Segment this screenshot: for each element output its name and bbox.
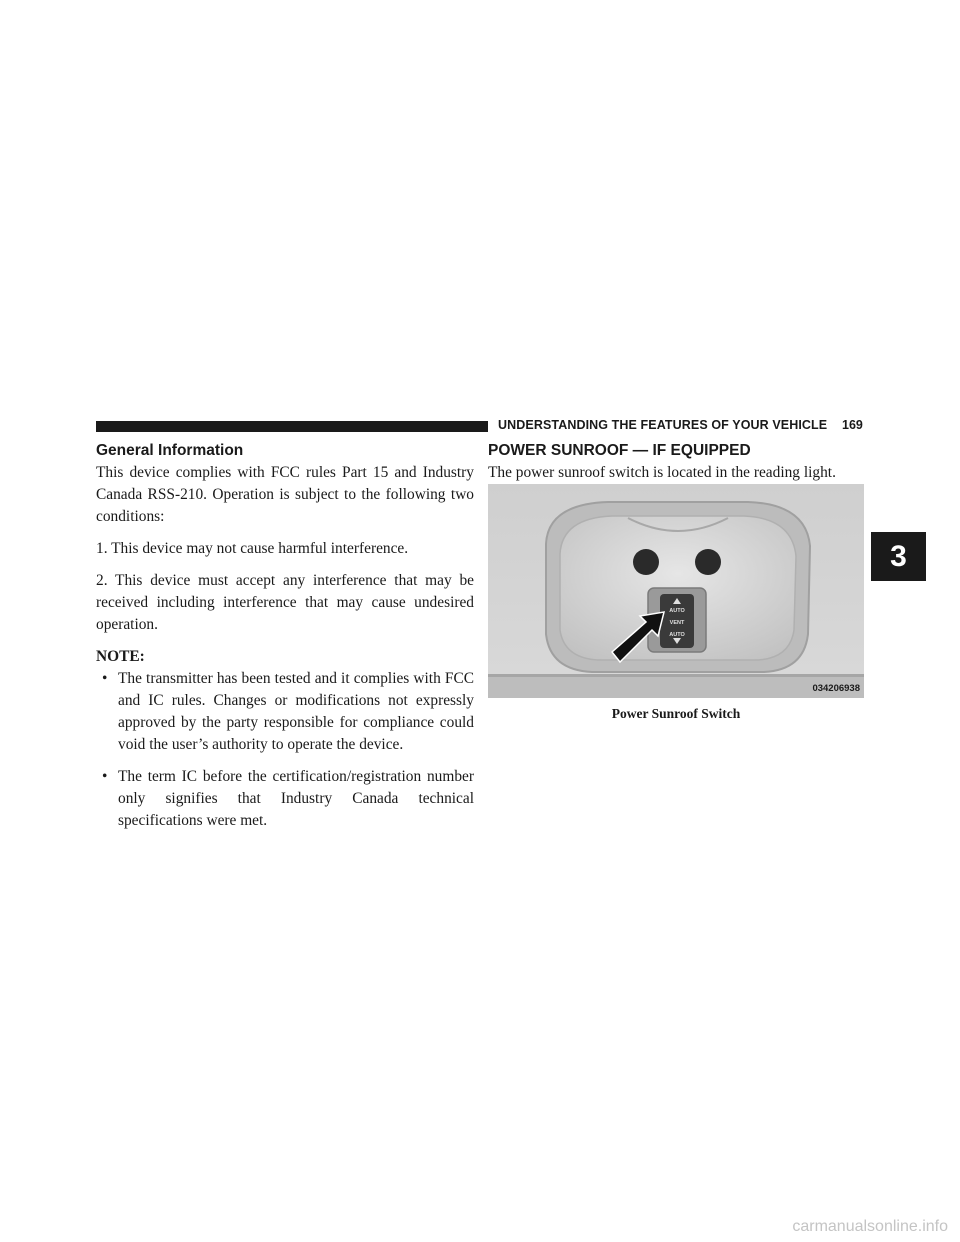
sunroof-intro: The power sunroof switch is located in the reading light.: [488, 464, 836, 481]
condition-1: 1. This device may not cause harmful interference.: [96, 540, 409, 557]
intro-paragraph: This device complies with FCC rules Part 15 and Industry Canada RSS-210. Operation is subject to the following two conditions:: [96, 464, 474, 525]
note-label: NOTE:: [96, 648, 145, 665]
section-heading-power-sunroof: POWER SUNROOF — IF EQUIPPED: [488, 442, 751, 459]
sunroof-switch-illustration: [488, 484, 864, 698]
note-bullet-2: [96, 766, 474, 832]
page-number: 169: [842, 418, 863, 432]
note-bullets: [96, 668, 474, 832]
note-bullet-1: [96, 668, 474, 756]
left-column: [96, 441, 474, 832]
bullet-icon: •: [102, 670, 108, 687]
note-bullet-text: The term IC before the certification/registration number only signifies that Industry Canada technical specifications were met.: [118, 768, 474, 829]
condition-2: 2. This device must accept any interference that may be received including interference that may cause undesired operation.: [96, 572, 474, 633]
running-header-title: UNDERSTANDING THE FEATURES OF YOUR VEHICLE: [498, 418, 828, 432]
chapter-tab: 3: [871, 532, 926, 581]
switch-label-vent: VENT: [669, 620, 685, 626]
bullet-icon: •: [102, 768, 108, 785]
right-column: [488, 441, 866, 484]
sunroof-switch-figure: [488, 484, 864, 698]
note-bullet-text: The transmitter has been tested and it complies with FCC and IC rules. Changes or modifications not expressly approved by the party responsible for compliance could void the user’s authority to operate the device.: [118, 670, 474, 753]
figure-code: 034206938: [812, 683, 860, 694]
section-heading-general-information: General Information: [96, 442, 244, 459]
figure-caption: Power Sunroof Switch: [611, 706, 741, 721]
watermark-text: carmanualsonline.info: [792, 1218, 948, 1235]
header-bar: [96, 421, 488, 432]
switch-label-auto-bottom: AUTO: [669, 632, 685, 638]
switch-label-auto-top: AUTO: [669, 608, 685, 614]
